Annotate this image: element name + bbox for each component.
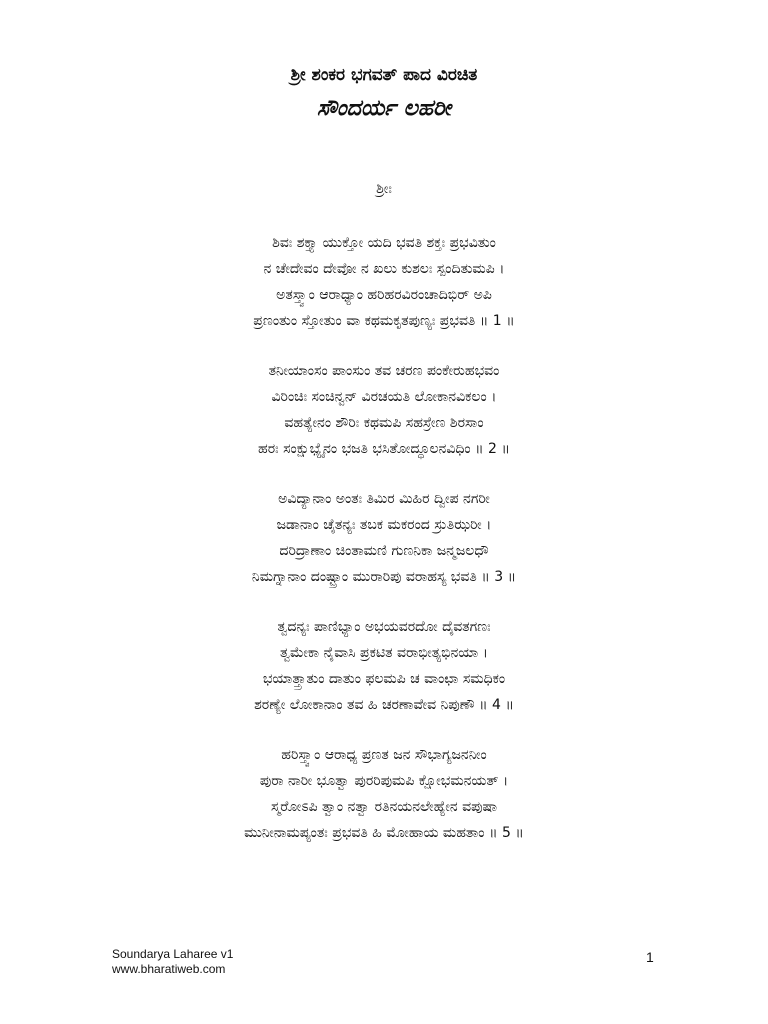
website-link[interactable]: www.bharatiweb.com xyxy=(112,962,226,976)
page-header xyxy=(0,62,768,126)
document-name: Soundarya Laharee v1 xyxy=(112,947,234,961)
verse-line: ತನೀಯಾಂಸಂ ಪಾಂಸುಂ ತವ ಚರಣ ಪಂಕೇರುಹಭವಂ xyxy=(268,363,500,379)
page-title: ಸೌಂದರ್ಯ ಲಹರೀ xyxy=(317,96,451,121)
page-subtitle: ಶ್ರೀ ಶಂಕರ ಭಗವತ್ ಪಾದ ವಿರಚಿತ xyxy=(290,65,478,85)
verse-line: ಜಡಾನಾಂ ಚೈತನ್ಯಃ ತಬಕ ಮಕರಂದ ಸ್ರುತಿಝರೀ । xyxy=(276,517,492,533)
verse-5 xyxy=(0,742,768,846)
verse-line: ಶರಣ್ಯೇ ಲೋಕಾನಾಂ ತವ ಹಿ ಚರಣಾವೇವ ನಿಪುಣೌ ॥ 4 ॥ xyxy=(254,697,514,713)
verse-line: ನ ಚೇದೇವಂ ದೇವೋ ನ ಖಲು ಕುಶಲಃ ಸ್ಪಂದಿತುಮಪಿ । xyxy=(263,261,505,277)
verse-line: ಹರಃ ಸಂಕ್ಷುಭ್ಯೈನಂ ಭಜತಿ ಭಸಿತೋದ್ಧೂಲನವಿಧಿಂ ॥ 2 ॥ xyxy=(258,441,510,457)
verse-line: ಶಿವಃ ಶಕ್ತ್ಯಾ ಯುಕ್ತೋ ಯದಿ ಭವತಿ ಶಕ್ತಃ ಪ್ರಭವಿತುಂ xyxy=(272,235,496,251)
page-number: 1 xyxy=(646,949,654,965)
verse-line: ತ್ವದನ್ಯಃ ಪಾಣಿಭ್ಯಾಂ ಅಭಯವರದೋ ದೈವತಗಣಃ xyxy=(277,619,491,635)
verse-line: ಪುರಾ ನಾರೀ ಭೂತ್ವಾ ಪುರರಿಪುಮಪಿ ಕ್ಷೋಭಮನಯತ್ । xyxy=(259,773,509,789)
verse-line: ದರಿದ್ರಾಣಾಂ ಚಿಂತಾಮಣಿ ಗುಣನಿಕಾ ಜನ್ಮಜಲಧೌ xyxy=(279,543,489,559)
verse-line: ಭಯಾತ್ತ್ರಾತುಂ ದಾತುಂ ಫಲಮಪಿ ಚ ವಾಂಛಾ ಸಮಧಿಕಂ xyxy=(262,671,506,687)
verses-section xyxy=(0,230,768,870)
verse-4 xyxy=(0,614,768,718)
verse-line: ಹರಿಸ್ತ್ವಾಂ ಆರಾಧ್ಯ ಪ್ರಣತ ಜನ ಸೌಭಾಗ್ಯಜನನೀಂ xyxy=(281,747,487,763)
verse-2 xyxy=(0,358,768,462)
page-footer xyxy=(112,947,233,977)
verse-3 xyxy=(0,486,768,590)
verse-line: ಸ್ಮರೋಽಪಿ ತ್ವಾಂ ನತ್ವಾ ರತಿನಯನಲೇಹ್ಯೇನ ವಪುಷಾ xyxy=(270,799,498,815)
verse-line: ಮುನೀನಾಮಪ್ಯಂತಃ ಪ್ರಭವತಿ ಹಿ ಮೋಹಾಯ ಮಹತಾಂ ॥ 5 ॥ xyxy=(244,825,524,841)
verse-line: ಅವಿದ್ಯಾನಾಂ ಅಂತಃ ತಿಮಿರ ಮಿಹಿರ ದ್ವೀಪ ನಗರೀ xyxy=(278,491,490,507)
verse-line: ವಿರಿಂಚಿಃ ಸಂಚಿನ್ವನ್ ವಿರಚಯತಿ ಲೋಕಾನವಿಕಲಂ । xyxy=(271,389,497,405)
verse-line: ತ್ವಮೇಕಾ ನೈವಾಸಿ ಪ್ರಕಟಿತ ವರಾಭೀತ್ಯಭಿನಯಾ । xyxy=(280,645,488,661)
verse-1 xyxy=(0,230,768,334)
verse-line: ಅತಸ್ತ್ವಾಂ ಆರಾಧ್ಯಾಂ ಹರಿಹರವಿರಂಚಾದಿಭಿರ್ ಅಪಿ xyxy=(276,287,492,303)
invocation: ಶ್ರೀಃ xyxy=(376,181,392,197)
verse-line: ನಿಮಗ್ನಾನಾಂ ದಂಷ್ಟ್ರಾಂ ಮುರಾರಿಪು ವರಾಹಸ್ಯ ಭವತಿ ॥ 3 ॥ xyxy=(251,569,517,585)
verse-line: ವಹತ್ಯೇನಂ ಶೌರಿಃ ಕಥಮಪಿ ಸಹಸ್ರೇಣ ಶಿರಸಾಂ xyxy=(284,415,484,431)
verse-line: ಪ್ರಣಂತುಂ ಸ್ತೋತುಂ ವಾ ಕಥಮಕೃತಪುಣ್ಯಃ ಪ್ರಭವತಿ ॥ 1 ॥ xyxy=(253,313,515,329)
